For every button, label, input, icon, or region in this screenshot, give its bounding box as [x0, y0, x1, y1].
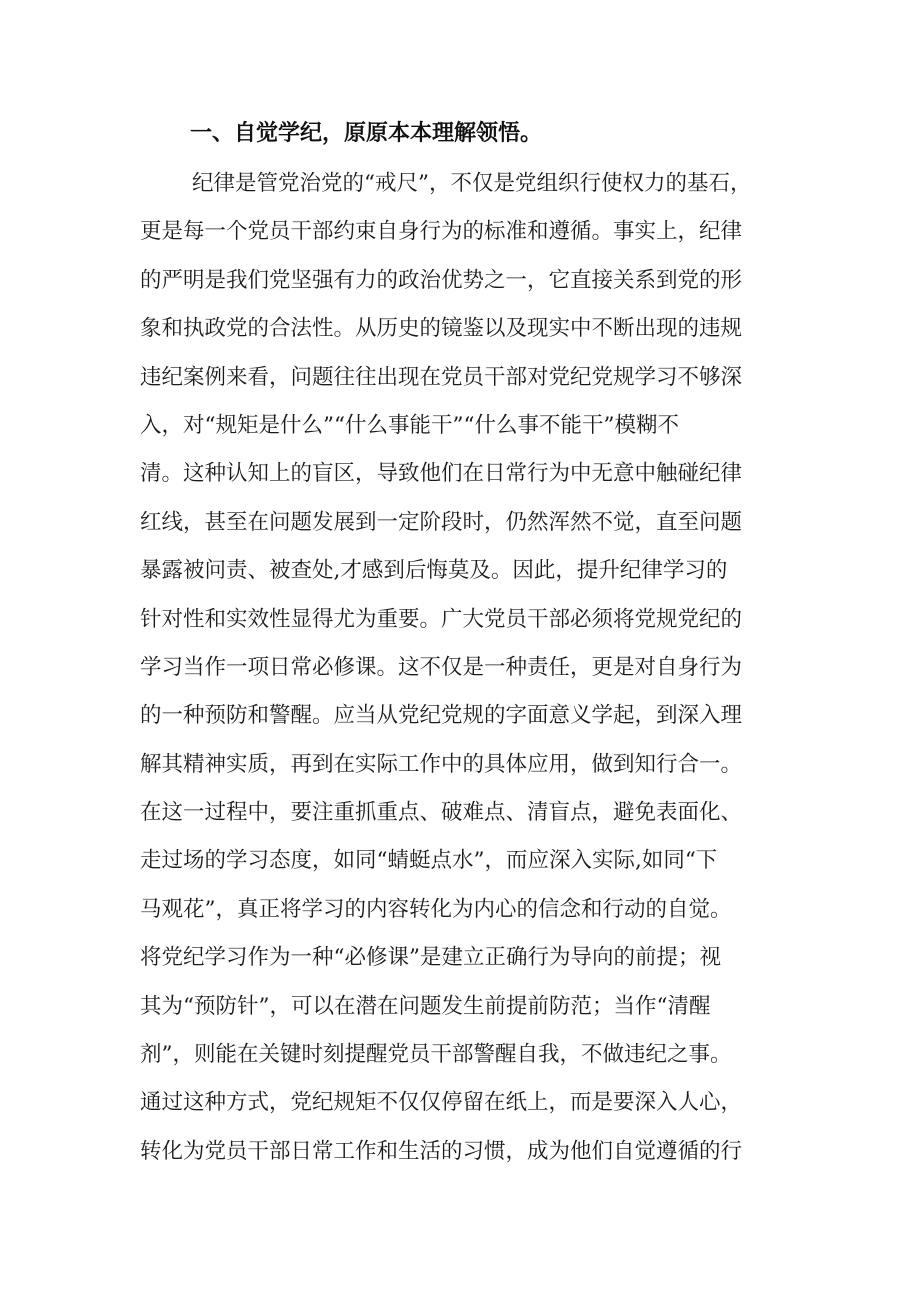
text-line: 红线，甚至在问题发展到一定阶段时，仍然浑然不觉，直至问题: [140, 509, 743, 535]
section-heading: 一、自觉学纪，原原本本理解领悟。: [190, 121, 543, 146]
text-line: 的一种预防和警醒。应当从党纪党规的字面意义学起，到深入理: [140, 703, 743, 729]
text-line: 剂”，则能在关键时刻提醒党员干部警醒自我，不做违纪之事。: [140, 1042, 732, 1068]
text-line: 象和执政党的合法性。从历史的镜鉴以及现实中不断出现的违规: [140, 316, 743, 342]
text-line: 学习当作一项日常必修课。这不仅是一种责任，更是对自身行为: [140, 654, 743, 680]
text-line: 纪律是管党治党的“戒尺”，不仅是党组织行使权力的基石，: [192, 171, 752, 196]
text-line: 违纪案例来看，问题往往出现在党员干部对党纪党规学习不够深: [140, 364, 743, 390]
text-line: 其为“预防针”，可以在潜在问题发生前提前防范；当作“清醒: [140, 993, 711, 1019]
text-line: 针对性和实效性显得尤为重要。广大党员干部必须将党规党纪的: [140, 606, 743, 632]
text-line: 走过场的学习态度，如同“蜻蜓点水”，而应深入实际,如同“下: [140, 848, 718, 874]
text-line: 解其精神实质，再到在实际工作中的具体应用，做到知行合一。: [140, 751, 743, 777]
text-line: 更是每一个党员干部约束自身行为的标准和遵循。事实上，纪律: [140, 219, 743, 245]
text-line: 在这一过程中，要注重抓重点、破难点、清盲点，避免表面化、: [140, 800, 743, 826]
text-line: 将党纪学习作为一种“必修课”是建立正确行为导向的前提；视: [140, 945, 721, 971]
text-line: 通过这种方式，党纪规矩不仅仅停留在纸上，而是要深入人心，: [140, 1090, 743, 1116]
paragraph: [140, 160, 780, 1176]
text-line: 清。这种认知上的盲区，导致他们在日常行为中无意中触碰纪律: [140, 461, 743, 487]
text-line: 暴露被问责、被查处,才感到后悔莫及。因此，提升纪律学习的: [140, 558, 728, 584]
text-line: 马观花”，真正将学习的内容转化为内心的信念和行动的自觉。: [140, 896, 732, 922]
text-line: 的严明是我们党坚强有力的政治优势之一，它直接关系到党的形: [140, 267, 743, 293]
text-line: 转化为党员干部日常工作和生活的习惯，成为他们自觉遵循的行: [140, 1138, 743, 1164]
text-line: 入，对“规矩是什么”“什么事能干”“什么事不能干”模糊不: [140, 412, 679, 438]
